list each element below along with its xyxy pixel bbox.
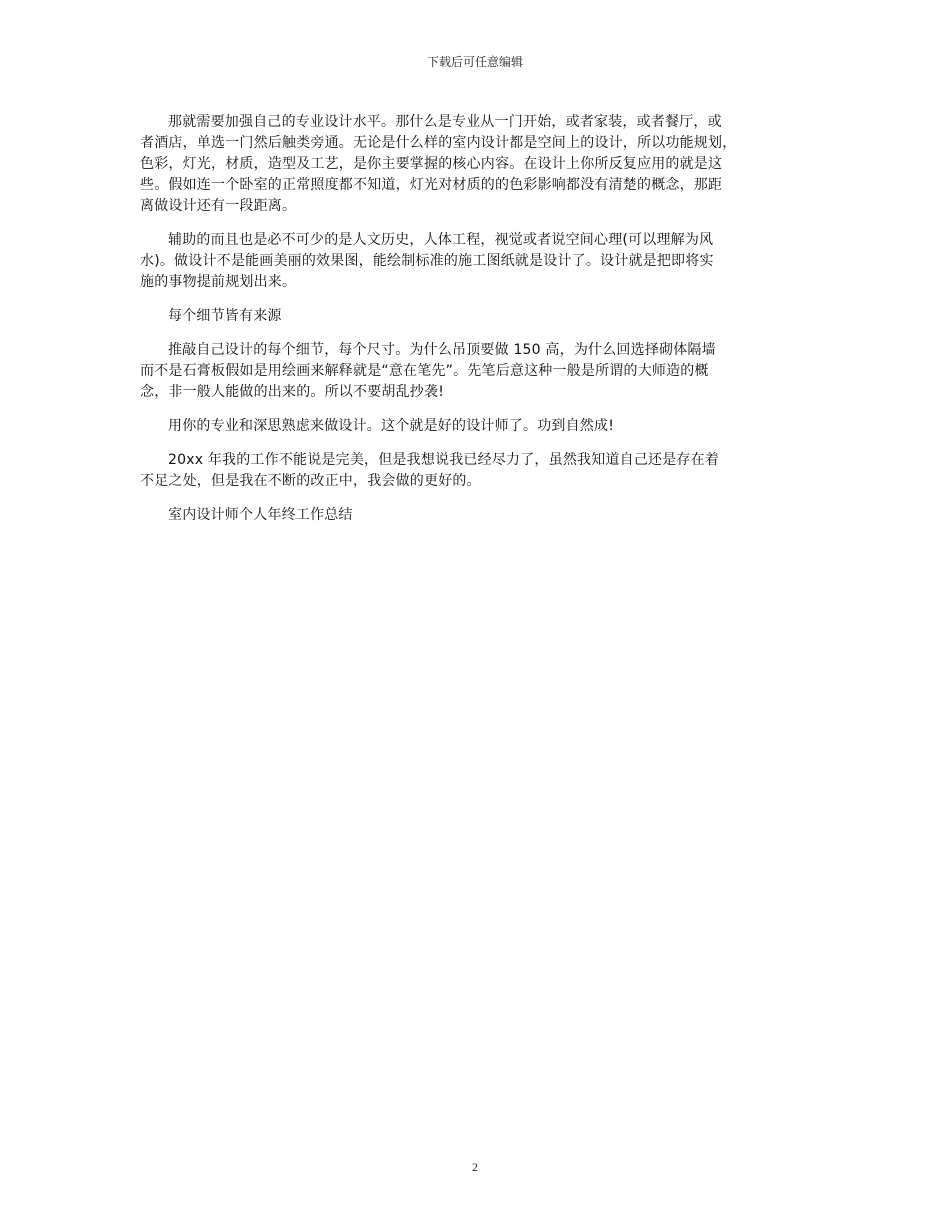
paragraph-auxiliary-knowledge: 辅助的而且也是必不可少的是人文历史，人体工程，视觉或者说空间心理(可以理解为风 水)。做设计不是能画美丽的效果图，能绘制标准的施工图纸就是设计了。设计就是把即将实 施的事物提前规划出来。	[140, 232, 714, 290]
paragraph-next-title: 室内设计师个人年终工作总结	[168, 507, 353, 523]
paragraph-detail-heading: 每个细节皆有来源	[168, 308, 282, 324]
paragraph-year-summary: 20xx 年我的工作不能说是完美，但是我想说我已经尽力了，虽然我知道自己还是存在着 不足之处，但是我在不断的改正中，我会做的更好的。	[140, 452, 720, 489]
paragraph-design-details: 推敲自己设计的每个细节，每个尺寸。为什么吊顶要做 150 高，为什么回选择砌体隔墙 而不是石膏板假如是用绘画来解释就是“意在笔先”。先笔后意这种一般是所谓的大师造的概 念，非一般人能做的出来的。所以不要胡乱抄袭!	[140, 342, 716, 400]
paragraph-professional-design: 那就需要加强自己的专业设计水平。那什么是专业从一门开始，或者家装，或者餐厅，或 者酒店，单选一门然后触类旁通。无论是什么样的室内设计都是空间上的设计，所以功能规划， 色彩，灯光，材质，造型及工艺，是你主要掌握的核心内容。在设计上你所反复应用的就是这 些。假如连一个卧室的正常照度都不知道，灯光对材质的的色彩影响都没有清楚的概念，那距 离做设计还有一段距离。	[140, 114, 737, 214]
page-number: 2	[472, 1160, 478, 1174]
page-header: 下载后可任意编辑	[426, 55, 523, 69]
paragraph-professional-thinking: 用你的专业和深思熟虑来做设计。这个就是好的设计师了。功到自然成!	[168, 418, 615, 434]
document-body	[140, 112, 810, 539]
